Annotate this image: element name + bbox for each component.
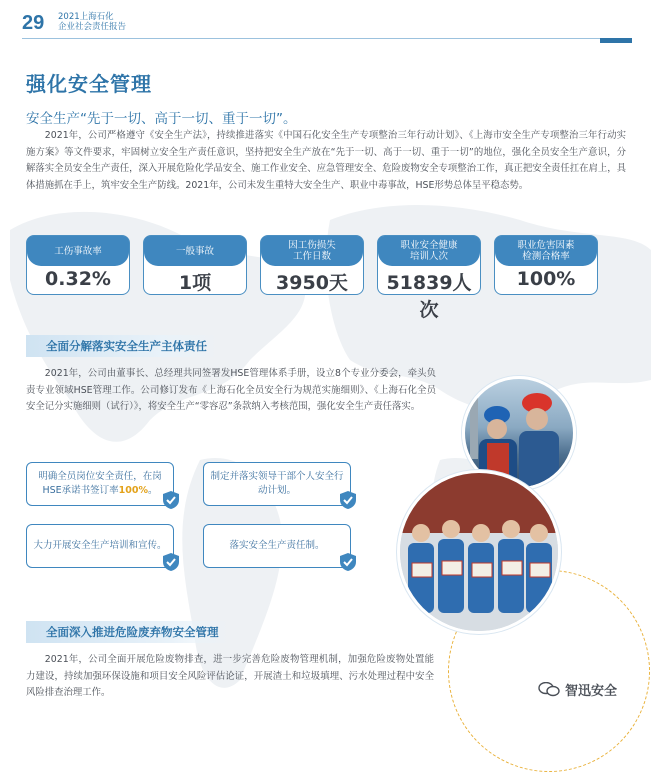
report-name (58, 12, 126, 32)
stat-value: 1项 (178, 272, 212, 294)
stat-label: 因工伤损失 工作日数 (261, 236, 363, 266)
measure-box-2 (203, 462, 351, 506)
page-subtitle: 安全生产“先于一切、高于一切、重于一切”。 (26, 111, 297, 127)
section-heading-responsibility: 全面分解落实安全生产主体责任 (26, 335, 221, 357)
section-paragraph-hazardous-waste: 2021年，公司全面开展危险废物排查，进一步完善危险废物管理机制，加强危险废物处置能力建设，持续加强环保设施和项目安全风险评估论证，开展渣土和垃圾填埋、污水处理过程中安全风险排查治理工作。 (26, 654, 434, 698)
report-name-line1: 2021上海石化 (58, 12, 114, 22)
measure-box-3 (26, 524, 174, 568)
stat-label: 职业安全健康 培训人次 (378, 236, 480, 266)
check-shield-icon (162, 490, 180, 510)
watermark-text: 智迅安全 (565, 684, 618, 699)
stat-card-training-count (377, 235, 481, 321)
page-title: 强化安全管理 (26, 72, 152, 96)
stat-value: 100% (516, 268, 576, 290)
header-divider-accent (600, 38, 632, 43)
watermark (538, 680, 617, 699)
measure-text: 制定并落实领导干部个人安全行动计划。 (210, 471, 344, 496)
measure-box-1 (26, 462, 174, 506)
stat-label: 职业危害因素 检测合格率 (495, 236, 597, 266)
stat-value: 51839人次 (386, 272, 472, 321)
page-header (0, 0, 651, 40)
stat-card-injury-rate (26, 235, 130, 295)
header-divider (22, 38, 632, 39)
check-shield-icon (339, 552, 357, 572)
stat-value: 0.32% (45, 268, 111, 290)
stat-label: 工伤事故率 (27, 236, 129, 266)
measure-text: 明确全员岗位安全责任，在岗HSE承诺书签订率100%。 (38, 471, 162, 496)
measure-text: 大力开展安全生产培训和宣传。 (33, 540, 167, 551)
stat-value: 3950天 (276, 272, 348, 294)
measure-box-4 (203, 524, 351, 568)
section-heading-hazardous-waste: 全面深入推进危险废弃物安全管理 (26, 621, 233, 643)
report-name-line2: 企业社会责任报告 (58, 22, 127, 32)
stat-card-lost-workdays (260, 235, 364, 295)
wechat-icon (538, 682, 560, 697)
section-paragraph-responsibility: 2021年，公司由董事长、总经理共同签署发HSE管理体系手册，设立8个专业分委会，牵头负责专业领域HSE管理工作。公司修订发布《上海石化全员安全行为规范实施细则》、《上海石化全员安全记分实施细则（试行）》，将安全生产“零容忍”条款纳入考核范围，强化安全生产责任落实。 (26, 368, 436, 412)
stat-card-general-accidents (143, 235, 247, 295)
stat-label: 一般事故 (144, 236, 246, 266)
measure-highlight: 100% (118, 485, 149, 496)
check-shield-icon (162, 552, 180, 572)
measure-text: 落实安全生产责任制。 (229, 540, 325, 551)
page-number: 29 (22, 12, 45, 34)
stat-card-hazard-pass-rate (494, 235, 598, 295)
award-group-illustration (400, 473, 558, 631)
intro-paragraph: 2021年，公司严格遵守《安全生产法》，持续推进落实《中国石化安全生产专项整治三年行动计划》、《上海市安全生产专项整治三年行动实施方案》等文件要求，牢固树立安全生产责任意识，坚持把安全生产放在“先于一切、高于一切、重于一切”的地位，强化全员安全生产意识，分解落实全员安全生产责任，深入开展危险化学品安全、施工作业安全、应急管理安全、危险废物安全专项整治工作，真正把安全责任扛在肩上，具体措施抓在手上，筑牢安全生产防线。2021年，公司未发生重特大安全生产、职业中毒事故，HSE形势总体呈平稳态势。 (26, 130, 627, 191)
photo-award-group (397, 470, 561, 634)
check-shield-icon (339, 490, 357, 510)
